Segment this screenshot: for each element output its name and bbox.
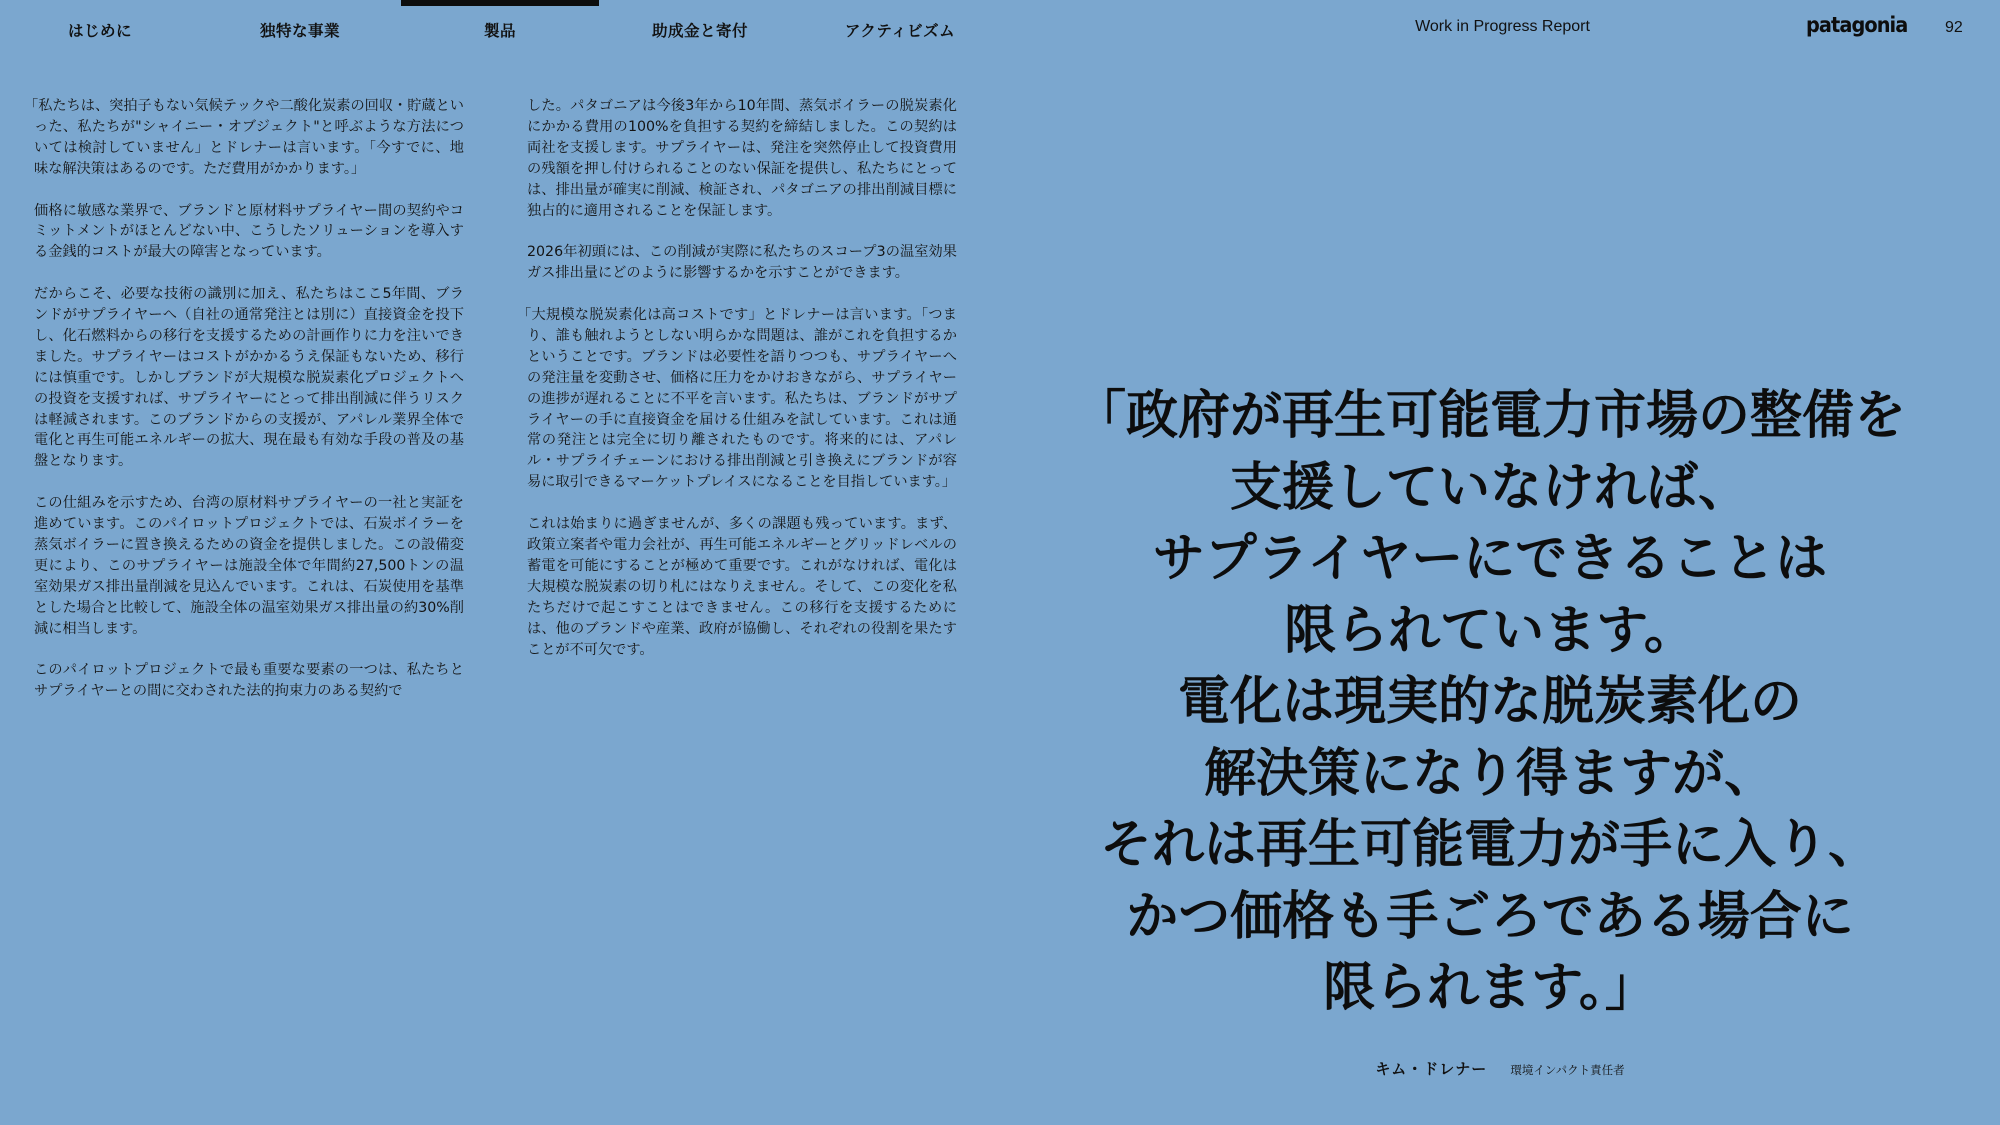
quote-line: 電化は現実的な脱炭素化の <box>1177 671 1802 732</box>
quote-line: それは再生可能電力が手に入り、 <box>1099 814 1880 875</box>
tab-activism[interactable] <box>800 0 1000 60</box>
pull-quote <box>1035 380 1945 1024</box>
attribution-name: キム・ドレナー <box>1375 1060 1488 1078</box>
tab-grants-donations[interactable] <box>600 0 800 60</box>
tab-label: 製品 <box>483 22 516 40</box>
tab-label: アクティビズム <box>844 22 956 40</box>
tab-introduction[interactable] <box>0 0 200 60</box>
paragraph: 「私たちは、突拍子もない気候テックや二酸化炭素の回収・貯蔵といった、私たちが"シャイニー・オブジェクト"と呼ぶような方法については検討していません」とドレナーは言います。「今すでに、地味な解決策はあるのです。ただ費用がかかります。」 <box>24 98 464 177</box>
tab-unique-business[interactable] <box>200 0 400 60</box>
active-tab-indicator <box>401 0 599 6</box>
article-column-2 <box>517 96 957 681</box>
section-nav <box>0 0 1000 60</box>
quote-line: 「政府が再生可能電力市場の整備を <box>1073 385 1906 446</box>
quote-line: 限られます。」 <box>1323 957 1657 1018</box>
paragraph: した。パタゴニアは今後3年から10年間、蒸気ボイラーの脱炭素化にかかる費用の100%を負担する契約を締結しました。この契約は両社を支援します。サプライヤーは、発注を突然停止して投資費用の残額を押し付けられることのない保証を提供し、私たちにとっては、排出量が確実に削減、検証され、パタゴニアの排出削減目標に独占的に適用されることを保証します。 <box>527 98 957 219</box>
paragraph: これは始まりに過ぎませんが、多くの課題も残っています。まず、政策立案者や電力会社が、再生可能エネルギーとグリッドレベルの蓄電を可能にすることが極めて重要です。これがなければ、電化は大規模な脱炭素の切り札にはなりえません。そして、この変化を私たちだけで起こすことはできません。この移行を支援するためには、他のブランドや産業、政府が協働し、それぞれの役割を果たすことが不可欠です。 <box>527 516 957 658</box>
patagonia-logo[interactable]: patagonia <box>1806 13 1908 37</box>
article-column-1 <box>24 96 464 723</box>
paragraph: 価格に敏感な業界で、ブランドと原材料サプライヤー間の契約やコミットメントがほとんどない中、こうしたソリューションを導入する金銭的コストが最大の障害となっています。 <box>34 202 464 261</box>
paragraph: だからこそ、必要な技術の識別に加え、私たちはここ5年間、ブランドがサプライヤーへ（自社の通常発注とは別に）直接資金を投下し、化石燃料からの移行を支援するための計画作りに力を注いできました。サプライヤーはコストがかかるうえ保証もないため、移行には慎重です。しかしブランドが大規模な脱炭素化プロジェクトへの投資を支援すれば、サプライヤーにとって排出削減に伴うリスクは軽減されます。このブランドからの支援が、アパレル業界全体で電化と再生可能エネルギーの拡大、現在最も有効な手段の普及の基盤となります。 <box>34 286 464 470</box>
paragraph: この仕組みを示すため、台湾の原材料サプライヤーの一社と実証を進めています。このパイロットプロジェクトでは、石炭ボイラーを蒸気ボイラーに置き換えるための資金を提供しました。この設備変更により、このサプライヤーは施設全体で年間約27,500トンの温室効果ガス排出量削減を見込んでいます。これは、石炭使用を基準とした場合と比較して、施設全体の温室効果ガス排出量の約30%削減に相当します。 <box>34 495 464 637</box>
page-number: 92 <box>1945 19 1963 36</box>
quote-attribution <box>1060 1058 1940 1079</box>
quote-line: サプライヤーにできることは <box>1152 528 1828 589</box>
paragraph: 2026年初頭には、この削減が実際に私たちのスコープ3の温室効果ガス排出量にどのように影響するかを示すことができます。 <box>527 244 957 282</box>
paragraph: 「大規模な脱炭素化は高コストです」とドレナーは言います。「つまり、誰も触れようとしない明らかな問題は、誰がこれを負担するかということです。ブランドは必要性を語りつつも、サプライヤーへの発注量を変動させ、価格に圧力をかけおきながら、サプライヤーの進捗が遅れることに不平を言います。私たちは、ブランドがサプライヤーの手に直接資金を届ける仕組みを試しています。これは通常の発注とは完全に切り離されたものです。将来的には、アパレル・サプライチェーンにおける排出削減と引き換えにブランドが容易に取引できるマーケットプレイスになることを目指しています。」 <box>517 307 957 491</box>
tab-label: はじめに <box>67 22 132 40</box>
quote-line: かつ価格も手ごろである場合に <box>1126 885 1854 947</box>
paragraph: このパイロットプロジェクトで最も重要な要素の一つは、私たちとサプライヤーとの間に交わされた法的拘束力のある契約で <box>34 662 464 700</box>
tab-label: 助成金と寄付 <box>651 22 748 40</box>
quote-line: 解決策になり得ますが、 <box>1203 742 1776 804</box>
report-title[interactable]: Work in Progress Report <box>1415 18 1590 35</box>
tab-products[interactable] <box>400 0 600 60</box>
tab-label: 独特な事業 <box>259 22 340 40</box>
quote-line: 支援していなければ、 <box>1229 456 1750 518</box>
attribution-role: 環境インパクト責任者 <box>1510 1063 1625 1077</box>
quote-line: 限られています。 <box>1284 599 1696 661</box>
